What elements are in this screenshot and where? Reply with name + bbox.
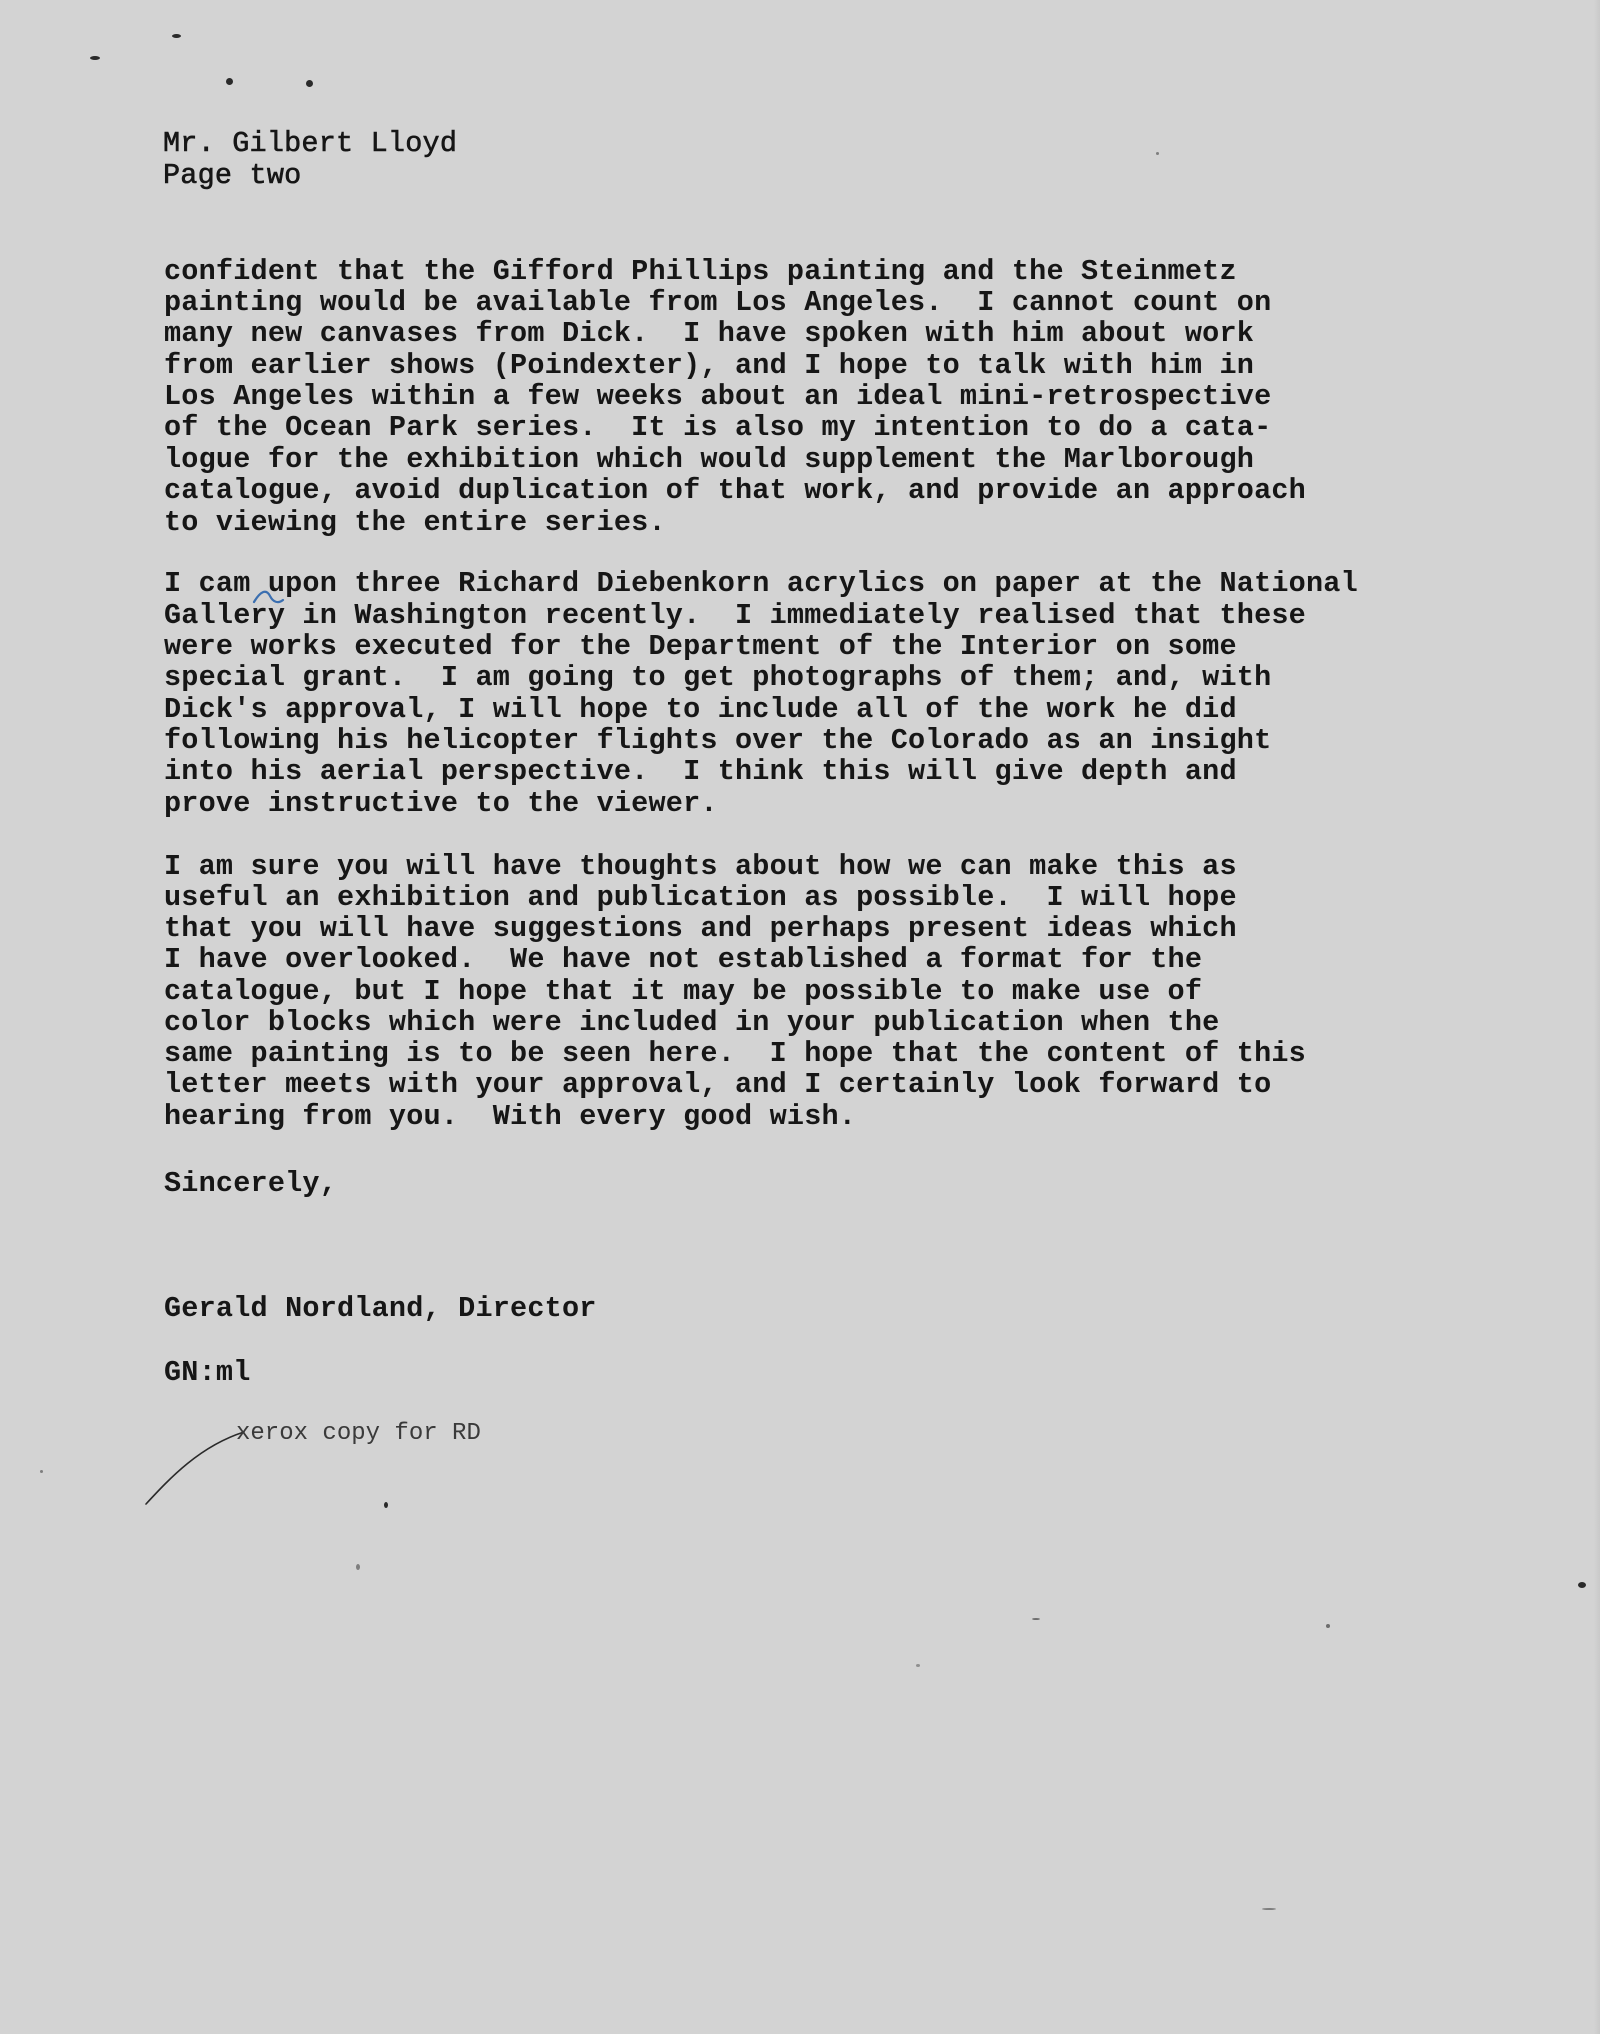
body-line: catalogue, but I hope that it may be possible to make use of	[164, 975, 1203, 1008]
body-line: into his aerial perspective. I think this will give depth and	[164, 755, 1237, 788]
scan-speck	[172, 34, 181, 38]
body-line: same painting is to be seen here. I hope that the content of this	[164, 1037, 1306, 1070]
scan-speck	[226, 78, 233, 85]
body-line: I am sure you will have thoughts about how we can make this as	[164, 850, 1237, 883]
scan-speck	[1326, 1624, 1330, 1628]
body-line: Los Angeles within a few weeks about an ideal mini-retrospective	[164, 380, 1272, 413]
scan-speck	[306, 80, 313, 87]
body-line: logue for the exhibition which would supplement the Marlborough	[164, 443, 1255, 476]
body-line: useful an exhibition and publication as possible. I will hope	[164, 881, 1237, 914]
body-line: were works executed for the Department of the Interior on some	[164, 630, 1237, 663]
scan-speck	[356, 1564, 360, 1570]
body-line: hearing from you. With every good wish.	[164, 1100, 857, 1133]
scan-speck	[40, 1470, 43, 1473]
typist-initials: GN:ml	[164, 1356, 251, 1389]
body-line: painting would be available from Los Angeles. I cannot count on	[164, 286, 1272, 319]
body-line: many new canvases from Dick. I have spoken with him about work	[164, 317, 1255, 350]
body-line: I cam upon three Richard Diebenkorn acrylics on paper at the National	[164, 567, 1358, 600]
body-line: following his helicopter flights over the Colorado as an insight	[164, 724, 1272, 757]
body-line: prove instructive to the viewer.	[164, 787, 718, 820]
handwritten-note: xerox copy for RD	[236, 1420, 481, 1447]
scan-speck	[1578, 1582, 1586, 1588]
body-line: catalogue, avoid duplication of that work, and provide an approach	[164, 474, 1306, 507]
insertion-caret-mark	[252, 582, 286, 608]
body-line: that you will have suggestions and perhaps present ideas which	[164, 912, 1237, 945]
scan-speck	[1262, 1908, 1276, 1910]
body-line: letter meets with your approval, and I certainly look forward to	[164, 1068, 1272, 1101]
scan-speck	[384, 1502, 388, 1508]
scan-speck	[90, 56, 100, 60]
signature-line: Gerald Nordland, Director	[164, 1292, 597, 1325]
body-line: to viewing the entire series.	[164, 506, 666, 539]
body-line: color blocks which were included in your publication when the	[164, 1006, 1220, 1039]
scan-speck	[1032, 1618, 1040, 1620]
body-line: special grant. I am going to get photographs of them; and, with	[164, 661, 1272, 694]
pencil-check-stroke	[140, 1418, 250, 1508]
scan-speck	[916, 1664, 920, 1667]
body-line: Dick's approval, I will hope to include all of the work he did	[164, 693, 1237, 726]
scan-edge-shadow	[1594, 0, 1600, 2034]
scan-speck	[1156, 152, 1159, 155]
body-line: from earlier shows (Poindexter), and I hope to talk with him in	[164, 349, 1255, 382]
body-line: I have overlooked. We have not established a format for the	[164, 943, 1203, 976]
page-label: Page two	[163, 159, 302, 192]
body-line: of the Ocean Park series. It is also my intention to do a cata-	[164, 411, 1272, 444]
addressee-line: Mr. Gilbert Lloyd	[163, 127, 458, 160]
body-line: confident that the Gifford Phillips painting and the Steinmetz	[164, 255, 1237, 288]
salutation-closing: Sincerely,	[164, 1167, 338, 1200]
body-line: Gallery in Washington recently. I immediately realised that these	[164, 599, 1306, 632]
